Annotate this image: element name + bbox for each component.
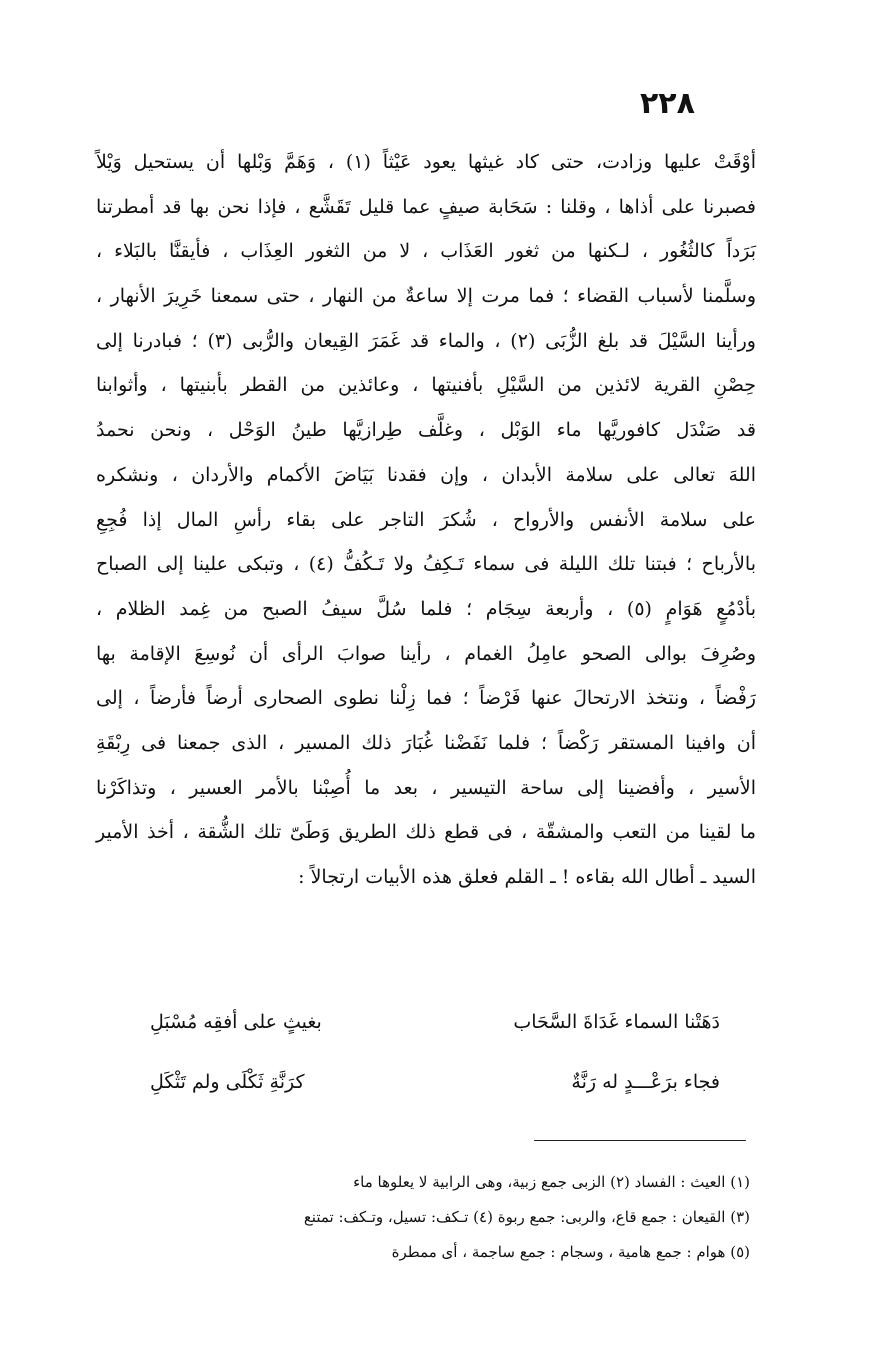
text-line: الأسير ، وأفضينا إلى ساحة التيسير ، بعد ما أُصِبْنا بالأمر العسير ، وتذاكَرْنا xyxy=(96,776,756,799)
text-line: حِصْنِ القرية لائذين من السَّيْلِ بأفنيتها ، وعائذين من القطر بأبنيتها ، وأثوابنا xyxy=(96,374,756,397)
text-line: بأدْمُعٍ هَوَامٍ (٥) ، وأربعة سِجَام ؛ فلما سُلَّ سيفُ الصبح من غِمد الظلام ، xyxy=(96,597,756,620)
verse-first-hemistich: دَهَتْنا السماء غَدَاةَ السَّحَاب xyxy=(513,1011,720,1033)
text-line: بالأرباح ؛ فبتنا تلك الليلة فى سماء تَـكِفُ ولا تَـكُفُّ (٤) ، وتبكى علينا إلى الصباح xyxy=(96,553,756,576)
verse-line xyxy=(150,992,720,1052)
verse-second-hemistich: كرَنَّةِ ثَكْلَى ولم تَثْكَلِ xyxy=(150,1071,305,1093)
footnote-line: (٣) القيعان : جمع قاع، والربى: جمع ربوة (٤) تـكف: تسيل، وتـكف: تمتنع xyxy=(303,1208,750,1226)
footnote-divider xyxy=(534,1140,746,1141)
footnote-line: (٥) هوام : جمع هامية ، وسجام : جمع ساجمة ، أى ممطرة xyxy=(391,1243,750,1261)
body-text xyxy=(96,140,756,900)
verse-line xyxy=(150,1052,720,1112)
text-line: رَفْضاً ، ونتخذ الارتحالَ عنها فَرْضاً ؛ فما زِلْنا نطوى الصحارى أرضاً فأرضاً ، إلى xyxy=(96,687,756,710)
text-line: على سلامة الأنفس والأرواح ، شُكرَ التاجر على بقاء رأسِ المال إذا فُجِعِ xyxy=(96,508,756,531)
text-line: بَرَداً كالثُغُور ، لـكنها من ثغور العَذَاب ، لا من الثغور العِذَاب ، فأيقنَّا بالبَلاء ، xyxy=(96,240,756,263)
footnote-line: (١) العيث : الفساد (٢) الزبى جمع زبية، وهى الرابية لا يعلوها ماء xyxy=(353,1173,750,1191)
text-line: اللهَ تعالى على سلامة الأبدان ، وإن فقدنا بَيَاضَ الأكمام والأردان ، ونشكره xyxy=(96,463,756,486)
text-line: قد صَنْدَل كافوريَّها ماء الوَبْل ، وغلَّف طِرازيَّها طينُ الوَحْل ، ونحن نحمدُ xyxy=(96,419,756,442)
text-line: ورأينا السَّيْلَ قد بلغ الزُّبَى (٢) ، والماء قد غَمَرَ القِيعان والرُّبى (٣) ؛ فبادرنا إلى xyxy=(96,329,756,352)
text-line: وسلَّمنا لأسباب القضاء ؛ فما مرت إلا ساعةٌ من النهار ، حتى سمعنا خَرِيرَ الأنهار ، xyxy=(96,285,756,308)
footnotes xyxy=(96,1165,750,1270)
text-line: فصبرنا على أذاها ، وقلنا : سَحَابة صيفٍ عما قليل تَقَشَّع ، فإذا نحن بها قد أمطرتنا xyxy=(96,195,756,218)
page-number: ٢٢٨ xyxy=(640,86,695,121)
text-line: وصُرِفَ بوالى الصحو عامِلُ الغمام ، رأينا صوابَ الرأى أن نُوسِعَ الإقامة بها xyxy=(96,642,756,665)
poem-verses xyxy=(150,992,720,1112)
text-line: أن وافينا المستقر رَكْضاً ؛ فلما نَفَضْنا غُبَارَ ذلك المسير ، الذى جمعنا فى رِبْقَةِ xyxy=(96,731,756,754)
verse-second-hemistich: بغيثٍ على أفقِه مُسْبَلِ xyxy=(150,1011,322,1033)
text-line: أوْقَتْ عليها وزادت، حتى كاد غيثها يعود عَيْثاً (١) ، وَهَمَّ وَبْلها أن يستحيل وَيْلاً xyxy=(96,151,756,173)
verse-first-hemistich: فجاء برَعْـــدٍ له رَنَّةٌ xyxy=(571,1071,720,1093)
text-line: ما لقينا من التعب والمشقّة ، فى قطع ذلك الطريق وَطَىّ تلك الشُّقة ، أخذ الأمير xyxy=(96,821,756,844)
text-line: السيد ـ أطال الله بقاءه ! ـ القلم فعلق هذه الأبيات ارتجالاً : xyxy=(298,866,756,888)
